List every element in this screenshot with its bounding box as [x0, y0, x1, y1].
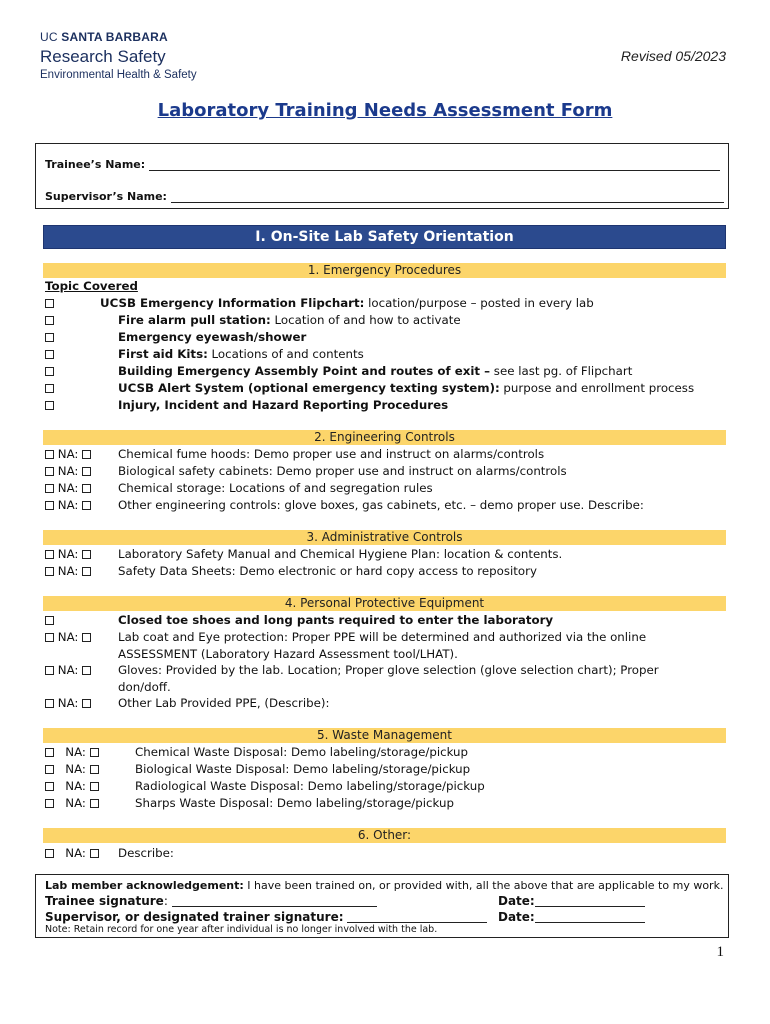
date-label: Date:	[498, 910, 535, 924]
item-bold: UCSB Alert System (optional emergency texting system):	[118, 381, 500, 395]
list-item	[45, 398, 449, 412]
item-bold: Fire alarm pull station:	[118, 313, 271, 327]
checkbox[interactable]	[45, 616, 54, 625]
na-label: NA:	[65, 779, 86, 793]
list-item	[45, 313, 461, 327]
checkbox[interactable]	[45, 765, 54, 774]
item-text: Sharps Waste Disposal: Demo labeling/storage/pickup	[135, 796, 454, 810]
list-item	[45, 745, 469, 759]
na-label: NA:	[65, 762, 86, 776]
list-item	[45, 481, 433, 495]
list-item	[45, 796, 454, 810]
logo-santa-barbara: SANTA BARBARA	[61, 30, 168, 44]
item-text: Radiological Waste Disposal: Demo labeling/storage/pickup	[135, 779, 485, 793]
item-text: Chemical storage: Locations of and segregation rules	[118, 481, 433, 495]
trainee-signature-label: Trainee signature	[45, 894, 164, 908]
trainee-name-field[interactable]	[149, 160, 720, 171]
acknowledgement-label: Lab member acknowledgement:	[45, 879, 244, 892]
trainee-name-label: Trainee’s Name:	[45, 158, 146, 171]
list-item	[45, 663, 659, 694]
acknowledgement-box	[35, 874, 729, 938]
item-text: Biological Waste Disposal: Demo labeling/storage/pickup	[135, 762, 471, 776]
na-checkbox[interactable]	[82, 484, 91, 493]
na-label: NA:	[57, 481, 79, 495]
page-number: 1	[716, 944, 724, 960]
other-heading: 6. Other:	[43, 828, 726, 843]
checkbox[interactable]	[45, 782, 54, 791]
na-label: NA:	[57, 547, 79, 561]
list-item	[45, 630, 647, 661]
item-text: Closed toe shoes and long pants required to enter the laboratory	[118, 613, 554, 627]
supervisor-date-line	[498, 910, 645, 924]
checkbox[interactable]	[45, 748, 54, 757]
checkbox[interactable]	[45, 484, 54, 493]
item-bold: Injury, Incident and Hazard Reporting Procedures	[118, 398, 449, 412]
logo-uc: UC	[40, 30, 58, 44]
item-bold: Emergency eyewash/shower	[118, 330, 307, 344]
engineering-heading: 2. Engineering Controls	[43, 430, 726, 445]
checkbox[interactable]	[45, 799, 54, 808]
checkbox[interactable]	[45, 367, 54, 376]
item-text: Biological safety cabinets: Demo proper use and instruct on alarms/controls	[118, 464, 567, 478]
logo-ehs: Environmental Health & Safety	[40, 69, 197, 81]
na-checkbox[interactable]	[90, 782, 99, 791]
list-item	[45, 296, 594, 310]
item-bold: UCSB Emergency Information Flipchart:	[100, 296, 365, 310]
checkbox[interactable]	[45, 450, 54, 459]
na-label: NA:	[57, 696, 79, 710]
supervisor-signature-label: Supervisor, or designated trainer signature:	[45, 910, 344, 924]
checkbox[interactable]	[45, 567, 54, 576]
trainee-date-line	[498, 894, 645, 908]
checkbox[interactable]	[45, 467, 54, 476]
logo-uc-santa-barbara	[40, 30, 168, 44]
checkbox[interactable]	[45, 633, 54, 642]
administrative-heading: 3. Administrative Controls	[43, 530, 726, 545]
trainee-signature-field[interactable]	[172, 896, 377, 907]
supervisor-name-field[interactable]	[171, 192, 724, 203]
item-text: see last pg. of Flipchart	[490, 364, 633, 378]
na-label: NA:	[57, 447, 79, 461]
list-item	[45, 613, 554, 627]
list-item	[45, 364, 633, 378]
list-item	[45, 696, 330, 710]
item-text: location/purpose – posted in every lab	[364, 296, 594, 310]
checkbox[interactable]	[45, 350, 54, 359]
na-checkbox[interactable]	[82, 699, 91, 708]
checkbox[interactable]	[45, 384, 54, 393]
list-item	[45, 547, 563, 561]
list-item	[45, 464, 567, 478]
supervisor-name-label: Supervisor’s Name:	[45, 190, 167, 203]
item-text: Other Lab Provided PPE, (Describe):	[118, 696, 330, 710]
na-checkbox[interactable]	[82, 450, 91, 459]
supervisor-signature-line	[45, 910, 487, 924]
retention-note: Note: Retain record for one year after individual is no longer involved with the lab.	[45, 924, 438, 935]
list-item	[45, 564, 537, 578]
trainee-date-field[interactable]	[535, 896, 645, 907]
item-text-continued: ASSESSMENT (Laboratory Hazard Assessment tool/LHAT).	[118, 647, 458, 661]
section-heading: I. On-Site Lab Safety Orientation	[43, 225, 726, 249]
item-bold: Building Emergency Assembly Point and routes of exit –	[118, 364, 491, 378]
checkbox[interactable]	[45, 849, 54, 858]
list-item	[45, 347, 364, 361]
na-checkbox[interactable]	[90, 765, 99, 774]
na-checkbox[interactable]	[90, 748, 99, 757]
checkbox[interactable]	[45, 501, 54, 510]
na-checkbox[interactable]	[82, 633, 91, 642]
na-checkbox[interactable]	[82, 501, 91, 510]
item-text: Describe:	[118, 846, 174, 860]
topic-covered: Topic Covered	[45, 279, 138, 293]
item-text: purpose and enrollment process	[499, 381, 695, 395]
supervisor-signature-field[interactable]	[347, 912, 487, 923]
checkbox[interactable]	[45, 666, 54, 675]
na-label: NA:	[57, 464, 79, 478]
revised-date: Revised 05/2023	[620, 48, 726, 64]
page-title: Laboratory Training Needs Assessment Form	[157, 100, 613, 121]
na-checkbox[interactable]	[82, 467, 91, 476]
item-text: Locations of and contents	[207, 347, 364, 361]
item-text: Laboratory Safety Manual and Chemical Hygiene Plan: location & contents.	[118, 547, 563, 561]
item-text: Other engineering controls: glove boxes, gas cabinets, etc. – demo proper use. Describe:	[118, 498, 644, 512]
na-label: NA:	[65, 796, 86, 810]
item-text: Lab coat and Eye protection: Proper PPE will be determined and authorized via the online	[118, 630, 647, 644]
na-label: NA:	[57, 498, 79, 512]
trainee-name-line	[45, 158, 720, 171]
checkbox[interactable]	[45, 333, 54, 342]
ppe-heading: 4. Personal Protective Equipment	[43, 596, 726, 611]
item-text: Chemical fume hoods: Demo proper use and instruct on alarms/controls	[118, 447, 545, 461]
name-box	[35, 143, 729, 209]
item-text: Location of and how to activate	[270, 313, 461, 327]
na-checkbox[interactable]	[82, 666, 91, 675]
acknowledgement-line	[45, 879, 723, 892]
emergency-heading: 1. Emergency Procedures	[43, 263, 726, 278]
list-item	[45, 846, 174, 860]
logo-research-safety: Research Safety	[40, 47, 166, 66]
item-text: Chemical Waste Disposal: Demo labeling/storage/pickup	[135, 745, 469, 759]
na-label: NA:	[65, 745, 86, 759]
checkbox[interactable]	[45, 316, 54, 325]
supervisor-date-field[interactable]	[535, 912, 645, 923]
list-item	[45, 779, 485, 793]
acknowledgement-text: I have been trained on, or provided with, all the above that are applicable to my work.	[243, 879, 724, 892]
na-checkbox[interactable]	[82, 567, 91, 576]
na-label: NA:	[57, 564, 79, 578]
checkbox[interactable]	[45, 699, 54, 708]
checkbox[interactable]	[45, 550, 54, 559]
item-bold: First aid Kits:	[118, 347, 208, 361]
na-label: NA:	[57, 663, 79, 677]
item-text-continued: don/doff.	[118, 680, 171, 694]
item-text: Gloves: Provided by the lab. Location; Proper glove selection (glove selection chart); Proper	[118, 663, 659, 677]
na-label: NA:	[57, 630, 79, 644]
na-checkbox[interactable]	[90, 799, 99, 808]
list-item	[45, 330, 307, 344]
item-text: Safety Data Sheets: Demo electronic or hard copy access to repository	[118, 564, 537, 578]
na-label: NA:	[65, 846, 86, 860]
date-label: Date:	[498, 894, 535, 908]
trainee-signature-line: Trainee signature:	[45, 894, 377, 908]
waste-heading: 5. Waste Management	[43, 728, 726, 743]
na-checkbox[interactable]	[90, 849, 99, 858]
list-item	[45, 381, 695, 395]
supervisor-name-line	[45, 190, 724, 203]
checkbox[interactable]	[45, 299, 54, 308]
list-item	[45, 762, 471, 776]
list-item	[45, 498, 644, 512]
list-item	[45, 447, 545, 461]
na-checkbox[interactable]	[82, 550, 91, 559]
checkbox[interactable]	[45, 401, 54, 410]
